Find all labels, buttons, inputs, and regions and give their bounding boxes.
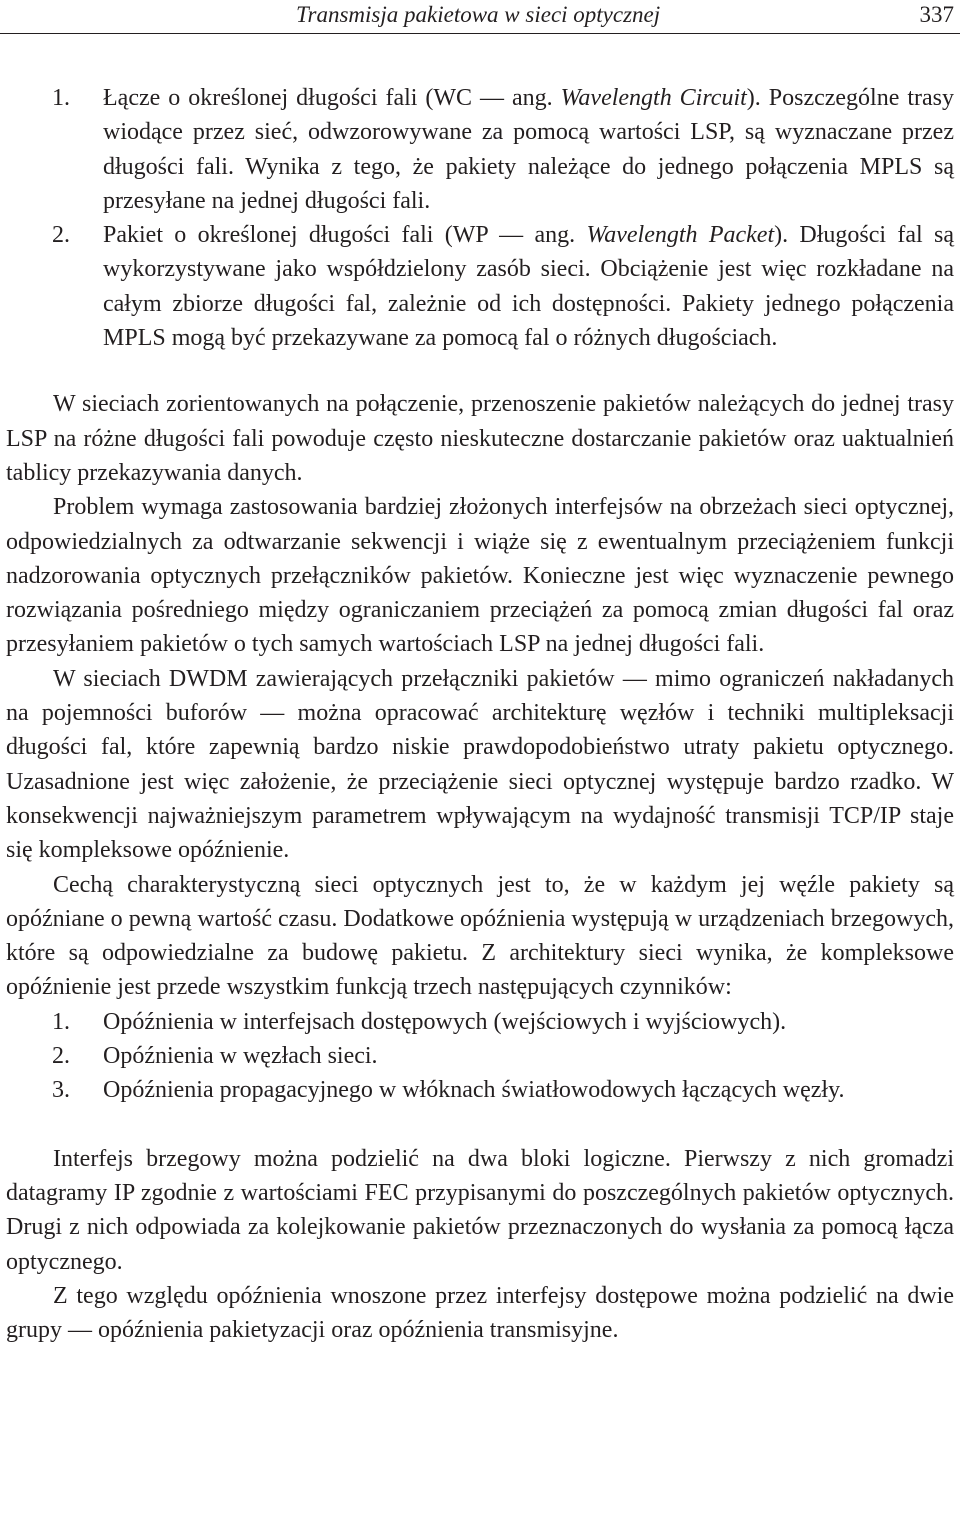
list-item-term-italic: Wavelength Circuit	[560, 85, 747, 111]
wavelength-mode-list	[6, 81, 954, 355]
paragraph: Problem wymaga zastosowania bardziej złożonych interfejsów na obrzeżach sieci optycznej, odpowiedzialnych za odtwarzanie sekwencji i wiąże się z ewentualnym przeciążeniem funkcji nadzorowania optycznych przełączników pakietów. Konieczne jest więc wyznaczenie pewnego rozwiązania pośredniego między ograniczaniem przeciążeń za pomocą zmian długości fal oraz przesyłaniem pakietów o tych samych wartościach LSP na jednej długości fali.	[6, 494, 954, 658]
running-header	[0, 0, 960, 34]
list-item-text	[103, 218, 954, 355]
list-item-text: Opóźnienia w węzłach sieci.	[103, 1043, 378, 1070]
paragraph: Interfejs brzegowy można podzielić na dwa bloki logiczne. Pierwszy z nich gromadzi datagramy IP zgodnie z wartościami FEC przypisanymi do poszczególnych pakietów optycznych. Drugi z nich odpowiada za kolejkowanie pakietów przeznaczonych do wysłania za pomocą łącza optycznego.	[6, 1145, 954, 1275]
list-item-number: 3.	[52, 1077, 70, 1104]
list-item	[6, 218, 954, 355]
paragraph: Z tego względu opóźnienia wnoszone przez interfejsy dostępowe można podzielić na dwie grupy — opóźnienia pakietyzacji oraz opóźnienia transmisyjne.	[6, 1282, 954, 1344]
list-item-number: 1.	[52, 85, 70, 111]
list-item-number: 2.	[52, 222, 70, 249]
list-item-text: Opóźnienia w interfejsach dostępowych (wejściowych i wyjściowych).	[103, 1008, 787, 1035]
page-number: 337	[919, 2, 954, 27]
list-item-text-part: Łącze o określonej długości fali (WC — ang.	[103, 85, 561, 111]
list-item-term-italic: Wavelength Packet	[586, 222, 775, 249]
list-item-text: Opóźnienia propagacyjnego w włóknach światłowodowych łączących węzły.	[103, 1077, 845, 1104]
list-item-number: 1.	[52, 1008, 70, 1035]
list-item-text-part: ). Poszczególne trasy wiodące przez sieć, odwzorowywane za pomocą wartości LSP, są wyznaczane przez długości fali. Wynika z tego, że pakiety należące do jednego połączenia MPLS są przesyłane na jednej długości fali.	[103, 85, 954, 214]
delay-factors-list	[6, 1005, 954, 1108]
paragraph: W sieciach zorientowanych na połączenie, przenoszenie pakietów należących do jednej trasy LSP na różne długości fali powoduje często nieskuteczne dostarczanie pakietów oraz uaktualnień tablicy przekazywania danych.	[6, 391, 954, 486]
list-item	[6, 1039, 954, 1073]
list-item-text-part: ). Długości fal są wykorzystywane jako współdzielony zasób sieci. Obciążenie jest więc rozkładane na całym zbiorze długości fal, zależnie od ich dostępności. Pakiety jednego połączenia MPLS mogą być przekazywane za pomocą fal o różnych długościach.	[103, 222, 954, 352]
page-body	[6, 81, 954, 1347]
paragraph: W sieciach DWDM zawierających przełączniki pakietów — mimo ograniczeń nakładanych na pojemności buforów — można opracować architekturę węzłów i techniki multipleksacji długości fal, które zapewnią bardzo niskie prawdopodobieństwo utraty pakietu optycznego. Uzasadnione jest więc założenie, że przeciążenie sieci optycznej występuje bardzo rzadko. W konsekwencji najważniejszym parametrem wpływającym na wydajność transmisji TCP/IP staje się kompleksowe opóźnienie.	[6, 665, 954, 864]
paragraph: Cechą charakterystyczną sieci optycznych jest to, że w każdym jej węźle pakiety są opóźniane o pewną wartość czasu. Dodatkowe opóźnienia występują w urządzeniach brzegowych, które są odpowiedzialne za budowę pakietu. Z architektury sieci wynika, że kompleksowe opóźnienie jest przede wszystkim funkcją trzech następujących czynników:	[6, 871, 954, 1001]
list-item-text-part: Pakiet o określonej długości fali (WP — ang.	[103, 222, 587, 249]
running-title: Transmisja pakietowa w sieci optycznej	[296, 2, 661, 27]
list-item	[6, 1005, 954, 1039]
list-item	[6, 1073, 954, 1107]
list-item-text	[103, 81, 954, 218]
list-item	[6, 81, 954, 218]
list-item-number: 2.	[52, 1043, 70, 1070]
